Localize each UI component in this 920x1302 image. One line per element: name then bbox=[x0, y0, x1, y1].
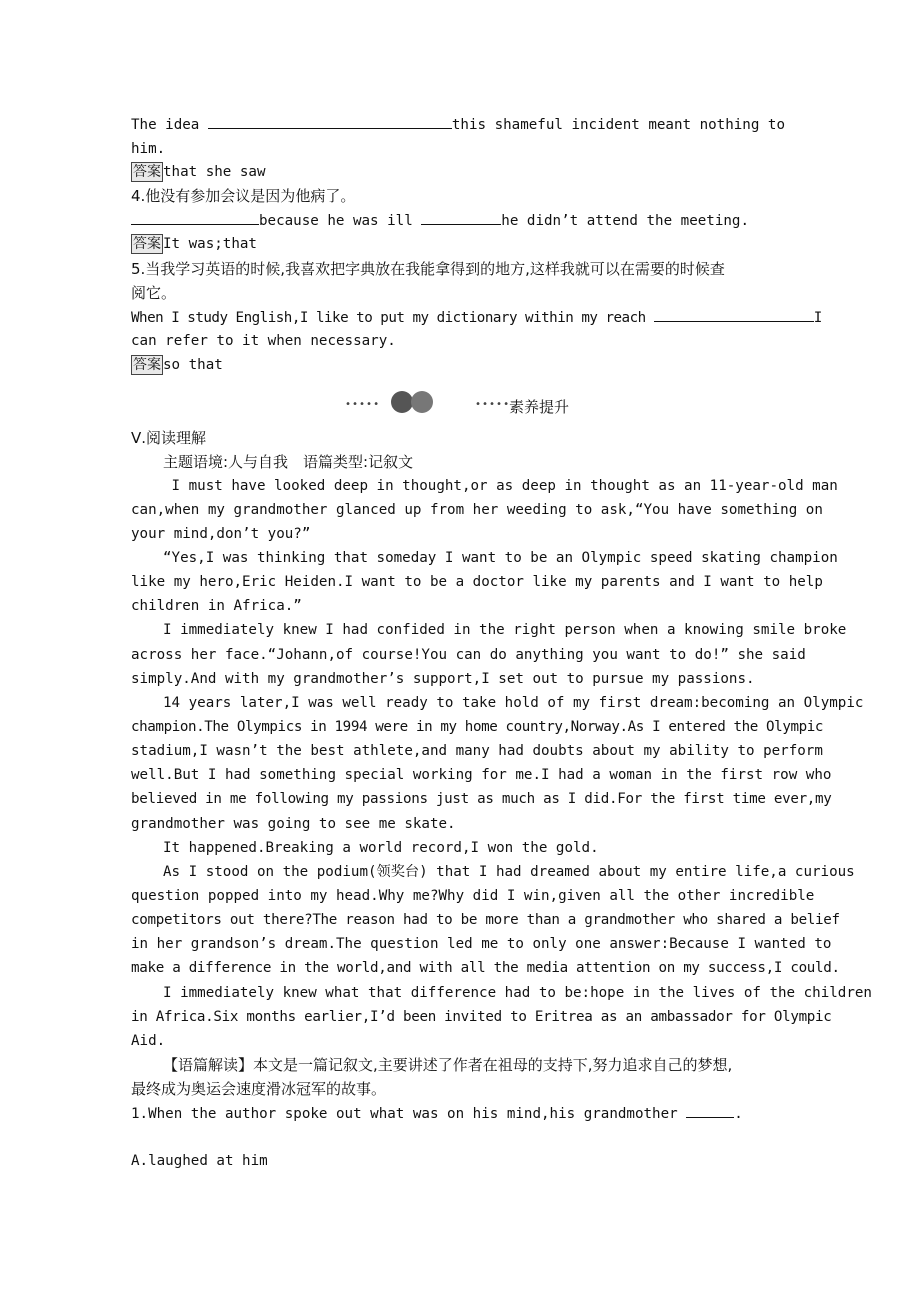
q4-line bbox=[131, 210, 749, 231]
question-1-stem bbox=[131, 1103, 743, 1124]
section-meta: 主题语境:人与自我 语篇类型:记叙文 bbox=[163, 453, 414, 471]
passage-line: Aid. bbox=[131, 1033, 166, 1049]
q5-prompt-line1: 5.当我学习英语的时候,我喜欢把字典放在我能拿得到的地方,这样我就可以在需要的时候查 bbox=[131, 260, 725, 278]
q3-text-pre: The idea bbox=[131, 117, 208, 133]
answer-label: 答案 bbox=[133, 236, 161, 252]
q5-prompt-line2: 阅它。 bbox=[131, 284, 177, 302]
passage-line: “Yes,I was thinking that someday I want to be an Olympic speed skating champion bbox=[163, 550, 838, 566]
passage-line: It happened.Breaking a world record,I won the gold. bbox=[163, 840, 599, 856]
passage-line: your mind,don’t you?” bbox=[131, 526, 311, 542]
q5-line1 bbox=[131, 307, 822, 328]
passage-line: champion.The Olympics in 1994 were in my home country,Norway.As I entered the Olympic bbox=[131, 719, 824, 735]
circle-icon bbox=[411, 391, 433, 413]
q3-line2: him. bbox=[131, 141, 166, 157]
q3-answer: that she saw bbox=[163, 164, 266, 180]
passage-line: simply.And with my grandmother’s support,I set out to pursue my passions. bbox=[131, 671, 755, 687]
q4-text-mid: because he was ill bbox=[259, 213, 422, 229]
q4-prompt: 4.他没有参加会议是因为他病了。 bbox=[131, 187, 356, 205]
passage-line: question popped into my head.Why me?Why did I win,given all the other incredible bbox=[131, 888, 815, 904]
interpretation-line2: 最终成为奥运会速度滑冰冠军的故事。 bbox=[131, 1080, 387, 1098]
answer-label: 答案 bbox=[133, 164, 161, 180]
q5-text-pre: When I study English,I like to put my dictionary within my reach bbox=[131, 310, 654, 326]
circle-icon bbox=[391, 391, 413, 413]
passage-line: As I stood on the podium(领奖台) that I had dreamed about my entire life,a curious bbox=[163, 864, 855, 880]
q4-text-end: he didn’t attend the meeting. bbox=[501, 213, 750, 229]
passage-line: in Africa.Six months earlier,I’d been invited to Eritrea as an ambassador for Olympic bbox=[131, 1009, 832, 1025]
q5-answer-row bbox=[131, 355, 223, 375]
section-divider bbox=[345, 385, 585, 419]
passage-line: 14 years later,I was well ready to take hold of my first dream:becoming an Olympic bbox=[163, 695, 864, 711]
question-1-text: 1.When the author spoke out what was on his mind,his grandmother bbox=[131, 1106, 687, 1122]
question-1-blank bbox=[686, 1103, 734, 1118]
passage-line: stadium,I wasn’t the best athlete,and many had doubts about my ability to perform bbox=[131, 743, 823, 759]
divider-dots-right: ••••• bbox=[475, 399, 511, 410]
q3-text-post: this shameful incident meant nothing to bbox=[451, 117, 785, 133]
question-1-option-a[interactable]: A.laughed at him bbox=[131, 1153, 268, 1169]
q4-answer: It was;that bbox=[163, 236, 257, 252]
section-heading: Ⅴ.阅读理解 bbox=[131, 429, 207, 447]
passage-line: like my hero,Eric Heiden.I want to be a doctor like my parents and I want to help bbox=[131, 574, 823, 590]
q3-blank bbox=[208, 114, 452, 129]
passage-line: I immediately knew what that difference had to be:hope in the lives of the children bbox=[163, 985, 872, 1001]
q4-blank-2 bbox=[421, 210, 501, 225]
q4-answer-row bbox=[131, 234, 257, 254]
answer-label: 答案 bbox=[133, 357, 161, 373]
interpretation-line1: 【语篇解读】本文是一篇记叙文,主要讲述了作者在祖母的支持下,努力追求自己的梦想, bbox=[163, 1056, 733, 1074]
question-1-end: . bbox=[734, 1106, 743, 1122]
divider-title: 素养提升 bbox=[509, 398, 570, 416]
passage-line: I immediately knew I had confided in the right person when a knowing smile broke bbox=[163, 622, 847, 638]
q5-text-post: I bbox=[813, 310, 823, 326]
passage-line: I must have looked deep in thought,or as deep in thought as an 11-year-old man bbox=[163, 478, 838, 494]
passage-line: across her face.“Johann,of course!You can do anything you want to do!” she said bbox=[131, 647, 806, 663]
passage-line: well.But I had something special working for me.I had a woman in the first row who bbox=[131, 767, 832, 783]
q3-line1 bbox=[131, 114, 785, 135]
passage-line: children in Africa.” bbox=[131, 598, 302, 614]
passage-line: make a difference in the world,and with all the media attention on my success,I could. bbox=[131, 960, 840, 976]
q4-blank-1 bbox=[131, 210, 259, 225]
passage-line: grandmother was going to see me skate. bbox=[131, 816, 456, 832]
q5-answer: so that bbox=[163, 357, 223, 373]
q5-blank bbox=[654, 307, 814, 322]
q3-answer-row bbox=[131, 162, 266, 182]
passage-line: competitors out there?The reason had to be more than a grandmother who shared a belief bbox=[131, 912, 840, 928]
divider-dots-left: ••••• bbox=[345, 399, 381, 410]
passage-line: believed in me following my passions just as much as I did.For the first time ever,my bbox=[131, 791, 832, 807]
passage-line: in her grandson’s dream.The question led me to only one answer:Because I wanted to bbox=[131, 936, 832, 952]
q5-line2: can refer to it when necessary. bbox=[131, 333, 396, 349]
passage-line: can,when my grandmother glanced up from her weeding to ask,“You have something on bbox=[131, 502, 823, 518]
